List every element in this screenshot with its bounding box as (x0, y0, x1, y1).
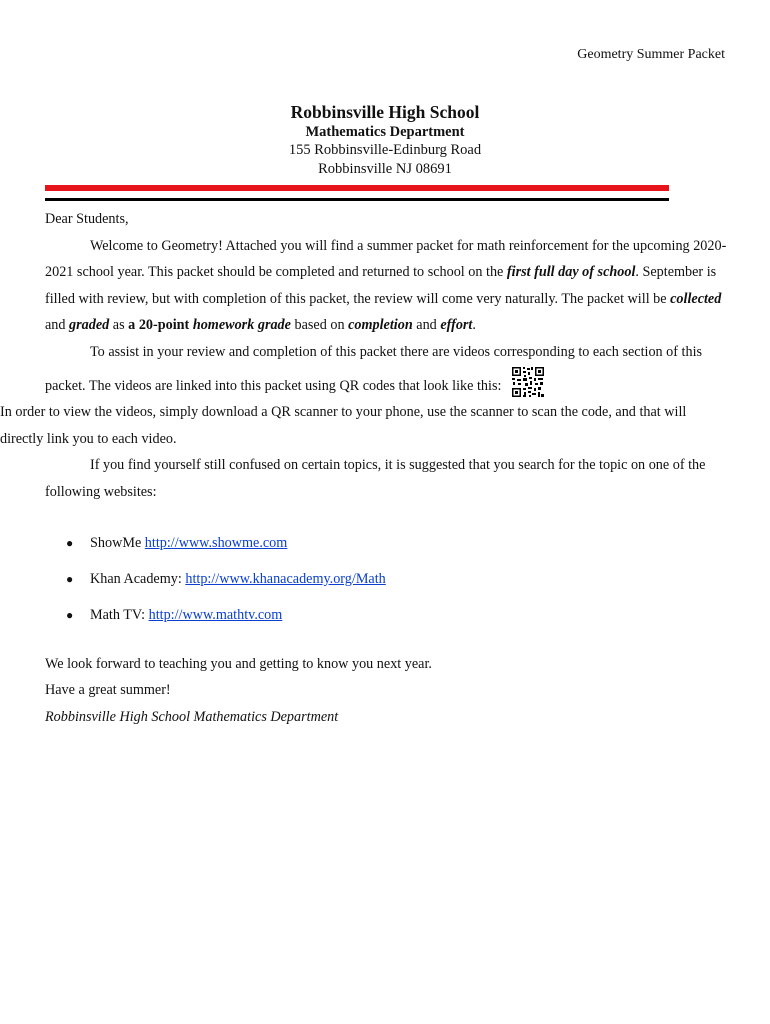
list-item (45, 525, 730, 561)
letter-body (0, 206, 730, 731)
school-name: Robbinsville High School (290, 102, 480, 122)
bullet-icon: ● (66, 608, 74, 623)
bullet-icon: ● (66, 571, 74, 586)
emphasis-graded: graded (69, 317, 110, 334)
salutation: Dear Students, (45, 211, 129, 227)
text-run: based on (290, 317, 349, 334)
text-run: . (472, 317, 476, 334)
farewell-line: Have a great summer! (45, 682, 171, 699)
text-run: In order to view the videos, simply download a QR scanner to your phone, use the scanner to scan the code, and that will directly link you to each video. (0, 404, 687, 447)
link-label: Khan Academy: (90, 570, 186, 587)
emphasis-effort: effort (440, 317, 473, 334)
emphasis-20-point: a 20-point (128, 317, 190, 334)
website-list (45, 525, 730, 634)
emphasis-collected: collected (670, 290, 722, 307)
qr-code-icon (511, 366, 545, 398)
signature: Robbinsville High School Mathematics Department (45, 708, 339, 725)
emphasis-completion: completion (348, 317, 413, 334)
black-divider (45, 198, 669, 201)
text-run: and (45, 317, 70, 334)
mathtv-link[interactable]: http://www.mathtv.com (148, 607, 283, 624)
link-label: ShowMe (90, 534, 145, 551)
red-divider (45, 185, 669, 191)
paragraph-websites: If you find yourself still confused on certain topics, it is suggested that you search for the topic on one of the following websites: (45, 457, 706, 500)
letterhead (0, 101, 770, 178)
text-run: and (412, 317, 441, 334)
text-run: To assist in your review and completion of this packet there are videos corresponding to each section of this packet. The videos are linked into this packet using QR codes that look like this: (45, 343, 703, 394)
emphasis-first-full-day: first full day of school (506, 264, 636, 281)
list-item (45, 561, 730, 597)
text-run: as (109, 317, 129, 334)
link-label: Math TV: (90, 607, 149, 624)
running-header: Geometry Summer Packet (577, 47, 725, 62)
showme-link[interactable]: http://www.showme.com (144, 534, 288, 551)
khan-academy-link[interactable]: http://www.khanacademy.org/Math (185, 570, 386, 587)
text-run: . September is filled with review, but with completion of this packet, the review will come very naturally. The packet will be (45, 264, 717, 307)
emphasis-homework-grade: homework grade (192, 317, 291, 334)
department-name: Mathematics Department (305, 124, 465, 140)
paragraph-videos (0, 339, 730, 452)
address-line-1: 155 Robbinsville-Edinburg Road (288, 142, 482, 158)
paragraph-welcome (45, 233, 730, 339)
text-run: Welcome to Geometry! Attached you will find a summer packet for math reinforcement for the upcoming 2020-2021 school year. This packet should be completed and returned to school on the (45, 237, 727, 281)
list-item (45, 597, 730, 633)
bullet-icon: ● (66, 535, 74, 550)
address-line-2: Robbinsville NJ 08691 (318, 160, 452, 177)
closing-line: We look forward to teaching you and getting to know you next year. (45, 655, 432, 672)
